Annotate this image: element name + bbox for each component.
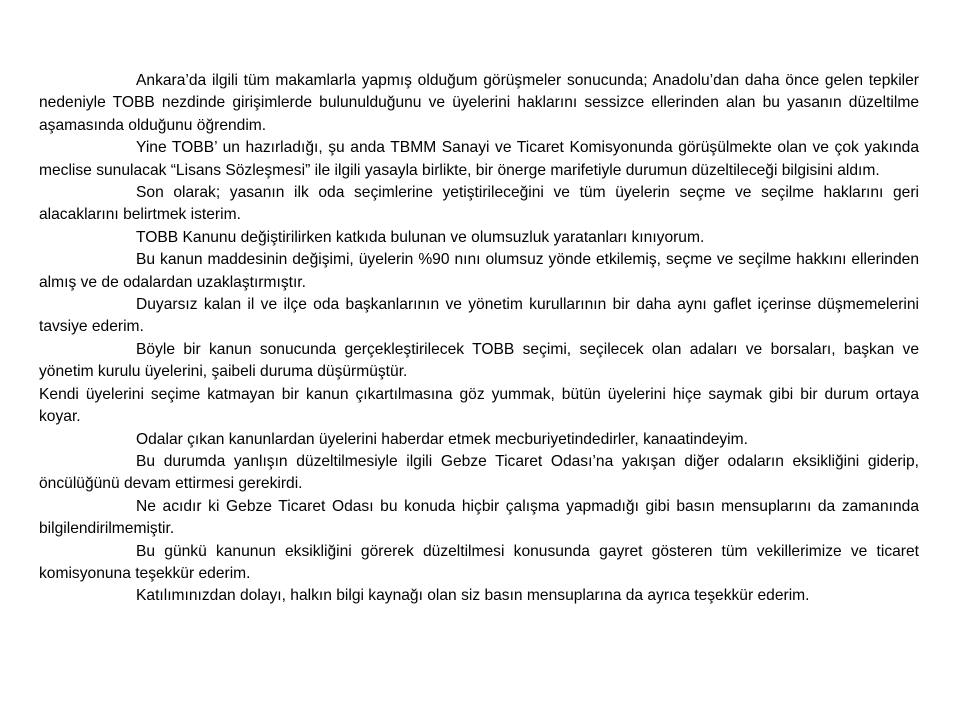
paragraph: Bu kanun maddesinin değişimi, üyelerin %90 nını olumsuz yönde etkilemiş, seçme ve seçilme hakkını ellerinden almış ve de odalardan uzaklaştırmıştır.	[39, 251, 919, 291]
document-body	[39, 70, 919, 608]
paragraph: Katılımınızdan dolayı, halkın bilgi kaynağı olan siz basın mensuplarına da ayrıca teşekkür ederim.	[136, 587, 810, 605]
paragraph: Duyarsız kalan il ve ilçe oda başkanlarının ve yönetim kurullarının bir daha aynı gaflet içerinse düşmemelerini tavsiye ederim.	[39, 296, 919, 336]
paragraph: Son olarak; yasanın ilk oda seçimlerine yetiştirileceğini ve tüm üyelerin seçme ve seçilme haklarını geri alacaklarını belirtmek isterim.	[39, 184, 919, 224]
paragraph: Bu durumda yanlışın düzeltilmesiyle ilgili Gebze Ticaret Odası’na yakışan diğer odaların eksikliğini giderip, öncülüğünü devam ettirmesi gerekirdi.	[39, 452, 919, 493]
paragraph: TOBB Kanunu değiştirilirken katkıda bulunan ve olumsuzluk yaratanları kınıyorum.	[136, 228, 705, 246]
paragraph: Ankara’da ilgili tüm makamlarla yapmış olduğum görüşmeler sonucunda; Anadolu’dan daha önce gelen tepkiler nedeniyle TOBB nezdinde girişimlerde bulunulduğunu ve üyelerini haklarını sessizce ellerinden alan bu yasanın düzeltilme aşamasında olduğunu öğrendim.	[39, 72, 919, 134]
paragraph: Ne acıdır ki Gebze Ticaret Odası bu konuda hiçbir çalışma yapmadığı gibi basın mensuplarını da zamanında bilgilendirilmemiştir.	[39, 497, 919, 538]
paragraph: Bu günkü kanunun eksikliğini görerek düzeltilmesi konusunda gayret gösteren tüm vekillerimize ve ticaret komisyonuna teşekkür ederim.	[39, 542, 919, 582]
paragraph: Böyle bir kanun sonucunda gerçekleştirilecek TOBB seçimi, seçilecek olan adaları ve borsaları, başkan ve yönetim kurulu üyelerini, şaibeli duruma düşürmüştür.	[39, 340, 919, 381]
paragraph: Yine TOBB’ un hazırladığı, şu anda TBMM Sanayi ve Ticaret Komisyonunda görüşülmekte olan ve çok yakında meclise sunulacak “Lisans Sözleşmesi” ile ilgili yasayla birlikte, bir önerge marifetiyle durumun düzeltileceği bilgisini aldım.	[39, 139, 919, 179]
paragraph: Kendi üyelerini seçime katmayan bir kanun çıkartılmasına göz yummak, bütün üyelerini hiçe saymak gibi bir durum ortaya koyar.	[39, 385, 919, 426]
paragraph: Odalar çıkan kanunlardan üyelerini haberdar etmek mecburiyetindedirler, kanaatindeyim.	[136, 430, 748, 448]
